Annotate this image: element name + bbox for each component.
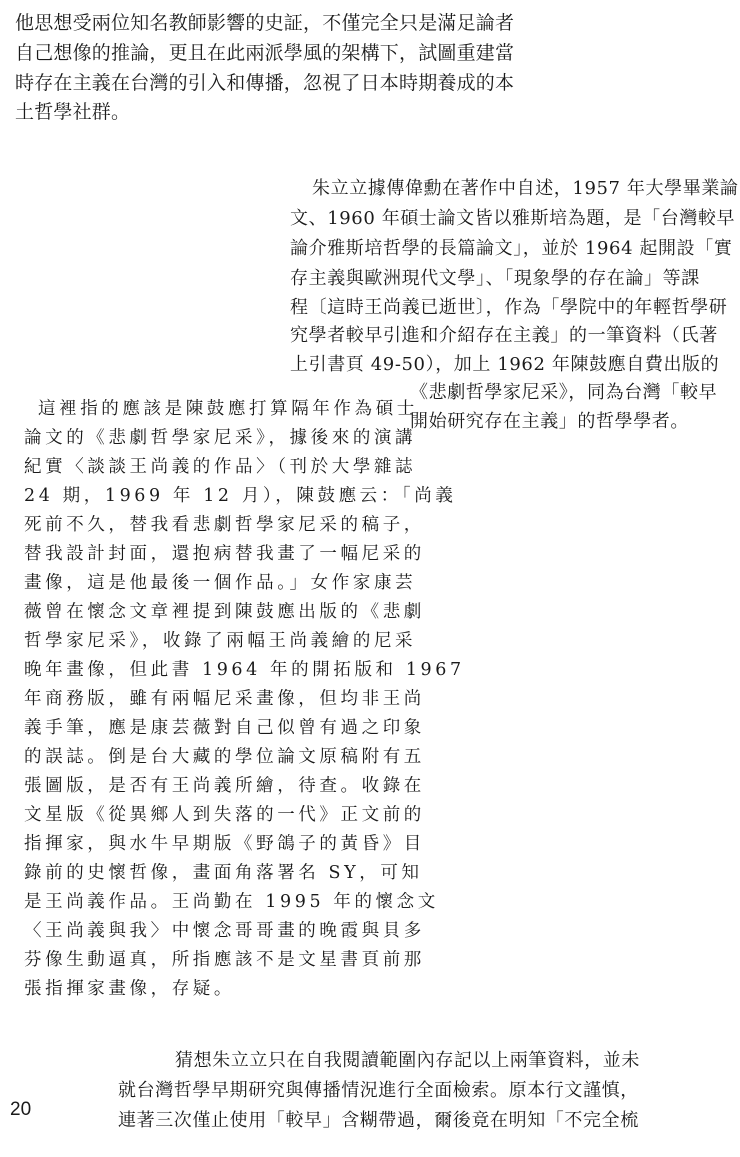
text-line: 論文的《悲劇哲學家尼采》，據後來的演講: [24, 428, 417, 448]
text-line: 張圖版，是否有王尚義所繪，待查。收錄在: [24, 776, 425, 796]
text-line: 時存在主義在台灣的引入和傳播，忽視了日本時期養成的本: [15, 72, 515, 94]
text-line: 他思想受兩位知名教師影響的史証，不僅完全只是滿足論者: [15, 12, 515, 34]
text-line: 猜想朱立立只在自我閱讀範圍內存記以上兩筆資料，並未: [175, 1050, 640, 1071]
text-line: 這裡指的應該是陳鼓應打算隔年作為碩士: [38, 399, 418, 419]
text-line: 自己想像的推論，更且在此兩派學風的架構下，試圖重建當: [15, 42, 515, 64]
text-line: 就台灣哲學早期研究與傳播情況進行全面檢索。原本行文謹慎，: [118, 1080, 639, 1101]
text-line: 連著三次僅止使用「較早」含糊帶過，爾後竟在明知「不完全梳: [118, 1110, 639, 1131]
text-line: 土哲學社群。: [15, 101, 131, 123]
text-line: 24 期，1969 年 12 月），陳鼓應云：「尚義: [24, 486, 457, 506]
text-line: 《悲劇哲學家尼采》，同為台灣「較早: [410, 382, 718, 403]
text-line: 開始研究存在主義」的哲學學者。: [410, 411, 689, 432]
page-number: 20: [10, 1099, 32, 1120]
text-line: 文、1960 年碩士論文皆以雅斯培為題，是「台灣較早: [290, 208, 736, 229]
text-line: 張指揮家畫像，存疑。: [24, 979, 235, 999]
text-line: 是王尚義作品。王尚勤在 1995 年的懷念文: [24, 892, 439, 912]
text-line: 存主義與歐洲現代文學」、「現象學的存在論」等課: [290, 268, 700, 289]
text-line: 錄前的史懷哲像，畫面角落署名 SY，可知: [24, 863, 423, 883]
text-line: 哲學家尼采》，收錄了兩幅王尚義繪的尼采: [24, 631, 417, 651]
text-line: 論介雅斯培哲學的長篇論文」，並於 1964 起開設「實: [290, 238, 733, 259]
text-line: 上引書頁 49-50），加上 1962 年陳鼓應自費出版的: [290, 354, 720, 375]
text-line: 程〔這時王尚義已逝世〕，作為「學院中的年輕哲學研: [290, 297, 728, 318]
text-line: 年商務版，雖有兩幅尼采畫像，但均非王尚: [24, 689, 425, 709]
text-line: 〈王尚義與我〉中懷念哥哥畫的晚霞與貝多: [24, 921, 425, 941]
text-line: 死前不久，替我看悲劇哲學家尼采的稿子，: [24, 515, 425, 535]
text-line: 指揮家，與水牛早期版《野鴿子的黃昏》目: [24, 834, 425, 854]
text-line: 薇曾在懷念文章裡提到陳鼓應出版的《悲劇: [24, 602, 425, 622]
text-line: 義手筆，應是康芸薇對自己似曾有過之印象: [24, 718, 425, 738]
text-line: 紀實〈談談王尚義的作品〉（刊於大學雜誌: [24, 457, 417, 477]
text-line: 晚年畫像，但此書 1964 年的開拓版和 1967: [24, 660, 465, 680]
text-line: 的誤誌。倒是台大藏的學位論文原稿附有五: [24, 747, 425, 767]
text-line: 畫像，這是他最後一個作品。」女作家康芸: [24, 573, 417, 593]
text-line: 替我設計封面，還抱病替我畫了一幅尼采的: [24, 544, 425, 564]
text-line: 文星版《從異鄉人到失落的一代》正文前的: [24, 805, 425, 825]
text-line: 朱立立據傳偉勳在著作中自述，1957 年大學畢業論: [312, 178, 739, 199]
text-line: 究學者較早引進和介紹存在主義」的一筆資料（氏著: [290, 325, 718, 346]
text-line: 芬像生動逼真，所指應該不是文星書頁前那: [24, 950, 425, 970]
